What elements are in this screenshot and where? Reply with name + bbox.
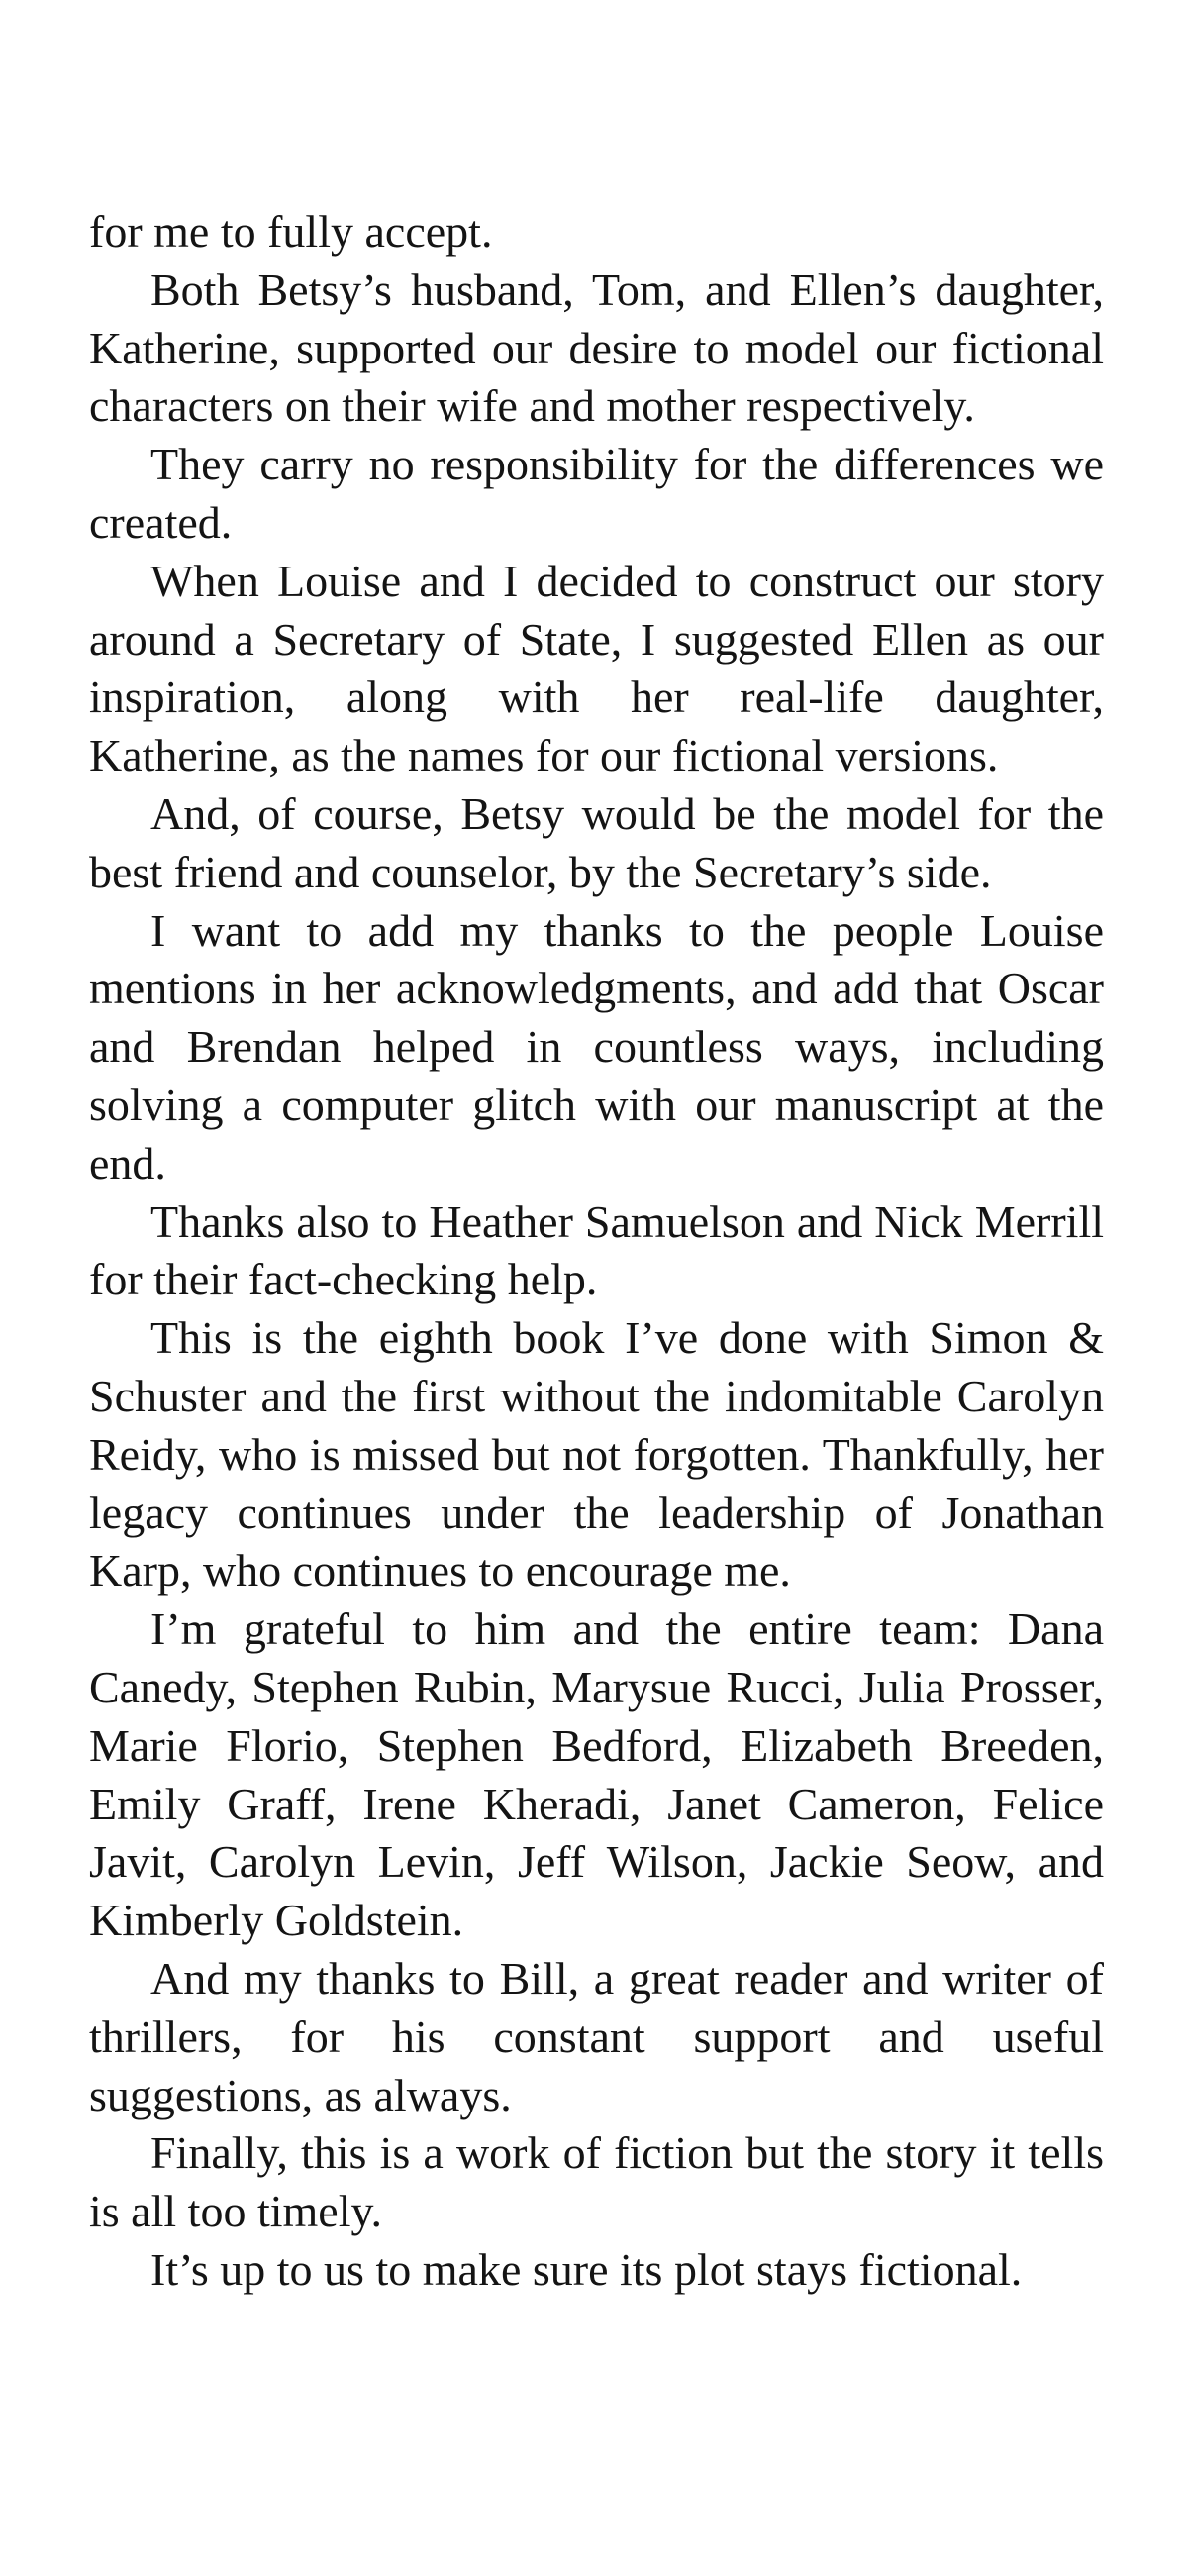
paragraph-publisher: This is the eighth book I’ve done with Simon & Schuster and the first without the indomitable Carolyn Reidy, who is missed but not forgotten. Thankfully, her legacy continues under the leadership of Jonathan Karp, who continues to encourage me.: [89, 1312, 1104, 1597]
paragraph-closing: It’s up to us to make sure its plot stays fictional.: [150, 2243, 1023, 2295]
paragraph-bill: And my thanks to Bill, a great reader and writer of thrillers, for his constant support and useful suggestions, as always.: [89, 1952, 1104, 2120]
paragraph-thanks-helpers: I want to add my thanks to the people Louise mentions in her acknowledgments, and add that Oscar and Brendan helped in countless ways, including solving a computer glitch with our manuscript at the end.: [89, 904, 1104, 1188]
paragraph-best-friend: And, of course, Betsy would be the model for the best friend and counselor, by the Secretary’s side.: [89, 787, 1104, 897]
paragraph-continuation: for me to fully accept.: [89, 206, 493, 257]
paragraph-spouses-support: Both Betsy’s husband, Tom, and Ellen’s daughter, Katherine, supported our desire to model our fictional characters on their wife and mother respectively.: [89, 263, 1104, 432]
paragraph-team: I’m grateful to him and the entire team: Dana Canedy, Stephen Rubin, Marysue Rucci, Julia Prosser, Marie Florio, Stephen Bedford, Elizabeth Breeden, Emily Graff, Irene Kheradi, Janet Cameron, Felice Javit, Carolyn Levin, Jeff Wilson, Jackie Seow, and Kimberly Goldstein.: [89, 1603, 1104, 1946]
paragraph-secretary-of-state: When Louise and I decided to construct our story around a Secretary of State, I suggested Ellen as our inspiration, along with her real-life daughter, Katherine, as the names for our fictional versions.: [89, 555, 1104, 781]
paragraph-fiction: Finally, this is a work of fiction but the story it tells is all too timely.: [89, 2127, 1104, 2237]
paragraph-no-responsibility: They carry no responsibility for the differences we created.: [89, 439, 1104, 548]
acknowledgments-text: [89, 203, 1104, 2300]
paragraph-fact-checking: Thanks also to Heather Samuelson and Nick Merrill for their fact-checking help.: [89, 1195, 1104, 1305]
